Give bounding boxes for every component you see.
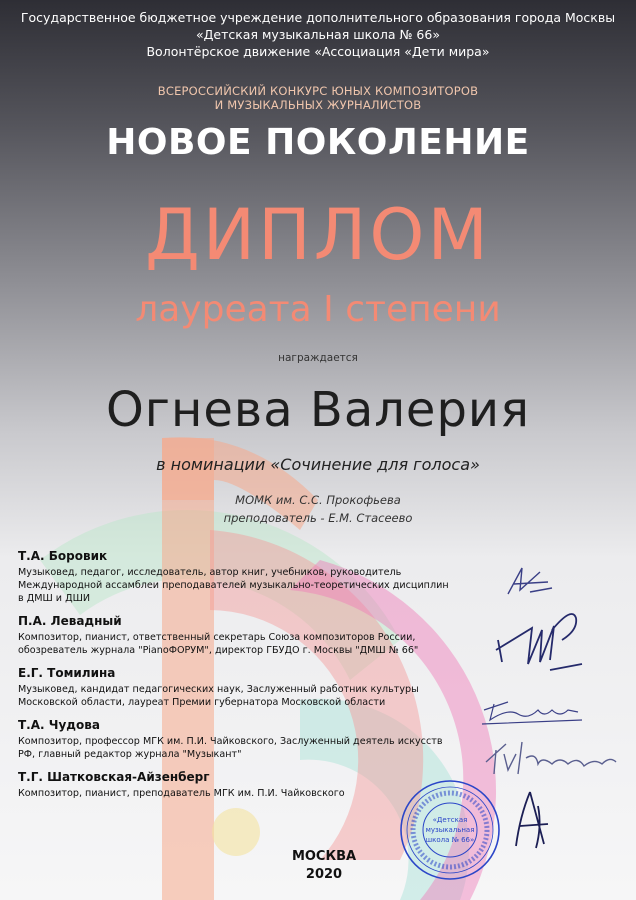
jury-member-desc-line: Музыковед, педагог, исследователь, автор книг, учебников, руководитель (18, 567, 402, 578)
signature-chudova (482, 734, 622, 780)
jury-member-desc-line: обозреватель журнала "PianoФОРУМ", директор ГБУДО г. Москвы "ДМШ № 66" (18, 645, 419, 656)
jury-member-name: П.А. Левадный (18, 614, 122, 628)
jury-member-desc-line: Композитор, пианист, ответственный секретарь Союза композиторов России, (18, 632, 416, 643)
jury-member-name: Е.Г. Томилина (18, 666, 116, 680)
jury-member-name: Т.А. Боровик (18, 549, 108, 563)
stamp-center-line: музыкальная (425, 826, 475, 834)
jury-list (18, 549, 488, 809)
school-name: МОМК им. С.С. Прокофьева (235, 493, 401, 507)
stamp-center-line: школа № 66» (425, 836, 475, 844)
awarded-label: награждается (278, 352, 358, 364)
organization-header (0, 9, 636, 60)
deco-yellow-dot (212, 808, 260, 856)
diploma-title: ДИПЛОМ (145, 194, 491, 276)
jury-member-desc-line: в ДМШ и ДШИ (18, 593, 90, 604)
recipient-name: Огнева Валерия (106, 382, 530, 438)
jury-member (18, 666, 488, 709)
jury-member (18, 549, 488, 605)
contest-line-2: И МУЗЫКАЛЬНЫХ ЖУРНАЛИСТОВ (214, 98, 422, 112)
jury-member-desc-line: Московской области, лауреат Премии губернатора Московской области (18, 697, 386, 708)
contest-name (0, 84, 636, 112)
footer (254, 848, 394, 884)
signature-levadny (492, 600, 592, 680)
jury-member (18, 718, 488, 761)
org-line-3: Волонтёрское движение «Ассоциация «Дети мира» (146, 44, 490, 59)
org-line-1: Государственное бюджетное учреждение дополнительного образования города Москвы (20, 10, 616, 25)
jury-member-desc-line: Музыковед, кандидат педагогических наук, Заслуженный работник культуры (18, 684, 419, 695)
jury-member (18, 614, 488, 657)
jury-member-name: Т.Г. Шатковская-Айзенберг (18, 770, 210, 784)
school-stamp (398, 778, 502, 882)
jury-member-desc-line: Композитор, пианист, преподаватель МГК им. П.И. Чайковского (18, 788, 345, 799)
signature-tomilina (478, 690, 588, 730)
stamp-center-line: «Детская (432, 816, 468, 824)
school-info (0, 491, 636, 527)
jury-member-desc-line: Международной ассамблеи преподавателей музыкально-теоретических дисциплин (18, 580, 449, 591)
jury-member-desc-line: Композитор, профессор МГК им. П.И. Чайковского, Заслуженный деятель искусств (18, 736, 443, 747)
city-name: МОСКВА (291, 849, 357, 864)
teacher-name: преподователь - Е.М. Стасеево (223, 511, 413, 525)
contest-line-1: ВСЕРОССИЙСКИЙ КОНКУРС ЮНЫХ КОМПОЗИТОРОВ (157, 84, 479, 98)
contest-title: НОВОЕ ПОКОЛЕНИЕ (106, 122, 530, 163)
diploma-degree: лауреата I степени (135, 289, 501, 330)
signature-borovik (500, 562, 560, 602)
nomination: в номинации «Сочинение для голоса» (156, 455, 480, 474)
jury-member-name: Т.А. Чудова (18, 718, 100, 732)
year: 2020 (305, 867, 343, 882)
org-line-2: «Детская музыкальная школа № 66» (196, 27, 440, 42)
signature-shatkovskaya (508, 786, 558, 852)
jury-member-desc-line: РФ, главный редактор журнала "Музыкант" (18, 749, 242, 760)
